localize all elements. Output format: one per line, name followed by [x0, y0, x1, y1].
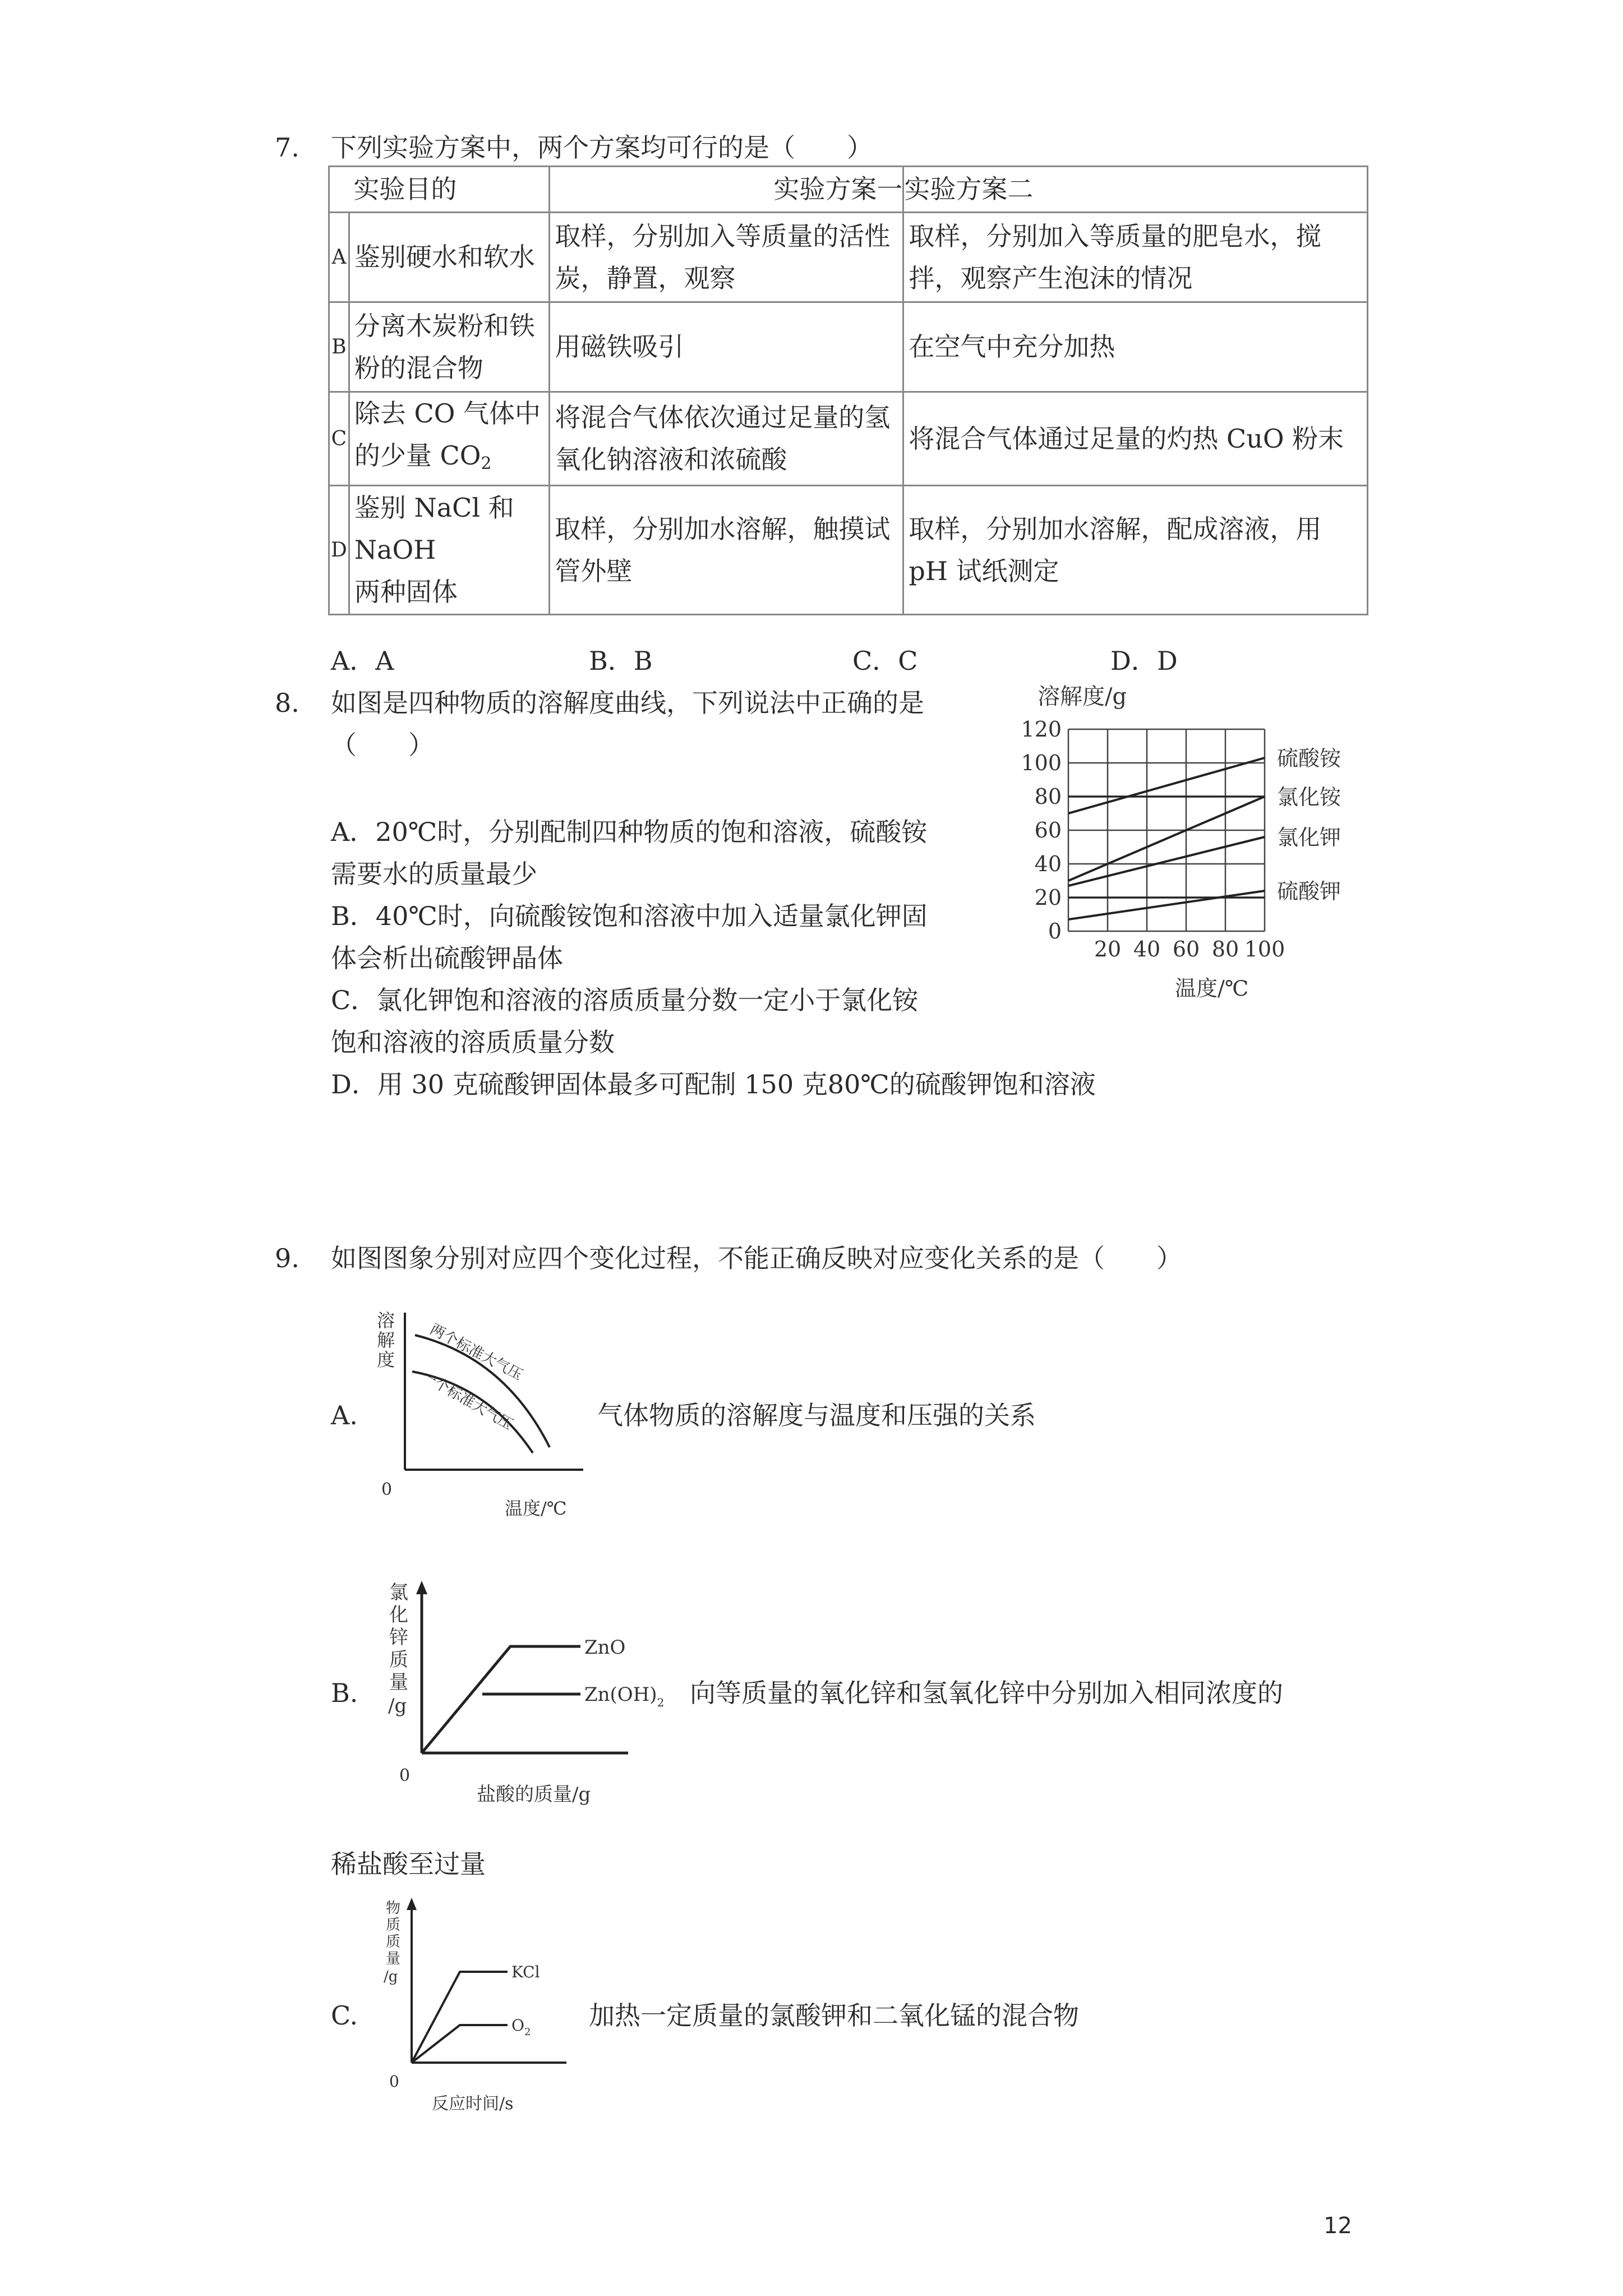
q7-option-a: A．A — [331, 646, 394, 676]
q8-stem-line2: （ ） — [331, 730, 434, 760]
q8-option-d-line1: D．用 30 克硫酸钾固体最多可配制 150 克80℃的硫酸钾饱和溶液 — [331, 1069, 1096, 1099]
q9b-ylabel-char: /g — [388, 1695, 407, 1717]
q9-stem: 如图图象分别对应四个变化过程，不能正确反映对应变化关系的是（ ） — [331, 1243, 1182, 1273]
q7-table — [328, 165, 1368, 615]
x-tick-label: 40 — [1133, 937, 1161, 961]
q8-number: 8. — [275, 688, 299, 718]
q9b-graph — [381, 1565, 684, 1818]
y-tick-label: 60 — [1034, 818, 1062, 843]
q9c-ylabel-char: 质 — [386, 1917, 401, 1934]
series-label: 硫酸钾 — [1277, 879, 1341, 904]
q9c-ylabel-char: 物 — [386, 1900, 401, 1917]
y-tick-label: 40 — [1034, 852, 1062, 876]
q9a-text: 气体物质的溶解度与温度和压强的关系 — [597, 1400, 1036, 1430]
q9b-ylabel-char: 氯 — [389, 1581, 408, 1604]
series-line — [1068, 837, 1265, 886]
q9a-ylabel-char: 溶 — [377, 1310, 395, 1331]
table-header-row — [329, 167, 1368, 213]
y-tick-label: 0 — [1048, 919, 1062, 944]
row-goal-line1: 鉴别 NaCl 和 — [354, 493, 514, 523]
row-plan2: 将混合气体通过足量的灼热 CuO 粉末 — [903, 392, 1368, 486]
q7-option-c: C．C — [852, 646, 918, 676]
x-tick-label: 60 — [1172, 937, 1200, 961]
q8-option-a-line2: 需要水的质量最少 — [331, 859, 537, 889]
chart-ylabel: 溶解度/g — [1038, 684, 1127, 710]
q9c-line-o2 — [412, 2025, 508, 2063]
row-goal: 鉴别硬水和软水 — [349, 213, 550, 302]
series-line — [1068, 758, 1265, 813]
q9a-ylabel-char: 度 — [377, 1349, 395, 1370]
y-tick-label: 80 — [1034, 784, 1062, 809]
chart-xlabel: 温度/℃ — [1175, 976, 1249, 1001]
row-plan2: 在空气中充分加热 — [903, 302, 1368, 392]
q8-solubility-chart — [1021, 679, 1424, 1004]
q9a-ylabel — [377, 1310, 395, 1370]
chart-xticks — [1094, 937, 1285, 961]
q9b-y-arrow — [416, 1581, 427, 1594]
q9c-y-arrow — [407, 1898, 417, 1910]
row-letter: D — [329, 486, 349, 615]
series-label: 氯化钾 — [1277, 825, 1341, 850]
q9b-line2-label — [584, 1683, 664, 1709]
q9c-line2-text: O — [511, 2016, 524, 2035]
table-row — [329, 486, 1368, 615]
q8-stem-line1: 如图是四种物质的溶解度曲线，下列说法中正确的是 — [331, 688, 924, 718]
q8-option-b-line2: 体会析出硫酸钾晶体 — [331, 943, 563, 973]
q9c-ylabel-char: 质 — [386, 1934, 401, 1950]
row-letter: C — [329, 392, 349, 486]
q8-option-c-line2: 饱和溶液的溶质质量分数 — [331, 1027, 615, 1057]
chart-legend-labels — [1277, 746, 1341, 904]
table-row — [329, 392, 1368, 486]
q9c-line2-label — [511, 2016, 531, 2038]
q9a-ylabel-char: 解 — [377, 1329, 395, 1351]
x-tick-label: 100 — [1244, 937, 1285, 961]
chart-grid — [1068, 729, 1265, 931]
row-plan2: 取样，分别加水溶解，配成溶液，用 pH 试纸测定 — [903, 486, 1368, 615]
q9c-label: C. — [331, 2000, 358, 2031]
q9a-label: A. — [331, 1400, 358, 1430]
q9c-graph — [381, 1893, 589, 2118]
q9c-xlabel: 反应时间/s — [432, 2094, 514, 2114]
header-plan2: 实验方案二 — [903, 167, 1368, 213]
q9b-xlabel: 盐酸的质量/g — [477, 1783, 591, 1806]
q9b-ylabel-char: 锌 — [389, 1626, 408, 1649]
row-goal-subscript: 2 — [481, 454, 492, 473]
q9-number: 9. — [275, 1243, 299, 1273]
row-plan1: 用磁铁吸引 — [550, 302, 903, 392]
q9a-curve2-label: 一个标准大气压 — [418, 1368, 516, 1434]
row-plan1: 取样，分别加入等质量的活性炭，静置，观察 — [550, 213, 903, 302]
q9c-text: 加热一定质量的氯酸钾和二氧化锰的混合物 — [589, 2000, 1079, 2031]
q7-option-b: B．B — [589, 646, 653, 676]
q9c-line1-label: KCl — [511, 1963, 540, 1981]
q9b-ylabel-char: 质 — [389, 1649, 408, 1671]
q9b-ylabel-char: 化 — [389, 1604, 408, 1626]
q9c-line2-subscript: 2 — [524, 2026, 531, 2038]
q9c-line-kcl — [412, 1972, 508, 2063]
q9c-ylabel-char: 量 — [386, 1950, 401, 1967]
row-goal — [349, 392, 550, 486]
row-goal-line3: 两种固体 — [354, 577, 458, 607]
q9b-line2-text: Zn(OH) — [584, 1683, 657, 1706]
q7-number: 7. — [275, 132, 299, 163]
q8-option-a-line1: A．20℃时，分别配制四种物质的饱和溶液，硫酸铵 — [331, 817, 928, 847]
row-plan1: 取样，分别加水溶解，触摸试管外壁 — [550, 486, 903, 615]
q9c-origin: 0 — [389, 2072, 399, 2091]
chart-series — [1068, 758, 1265, 919]
row-goal-text: 除去 CO 气体中的少量 CO — [354, 398, 541, 471]
q7-stem: 下列实验方案中，两个方案均可行的是（ ） — [331, 132, 873, 163]
q9b-text-line2: 稀盐酸至过量 — [331, 1849, 486, 1879]
row-letter: B — [329, 302, 349, 392]
q9b-line1-label: ZnO — [584, 1636, 626, 1659]
header-goal: 实验目的 — [349, 167, 550, 213]
row-letter: A — [329, 213, 349, 302]
x-tick-label: 20 — [1094, 937, 1122, 961]
row-plan1: 将混合气体依次通过足量的氢氧化钠溶液和浓硫酸 — [550, 392, 903, 486]
q8-option-b-line1: B．40℃时，向硫酸铵饱和溶液中加入适量氯化钾固 — [331, 901, 928, 931]
series-line — [1068, 891, 1265, 919]
q9b-text: 向等质量的氧化锌和氢氧化锌中分别加入相同浓度的 — [690, 1678, 1283, 1708]
q9a-origin: 0 — [381, 1480, 393, 1499]
row-plan2: 取样，分别加入等质量的肥皂水，搅拌，观察产生泡沫的情况 — [903, 213, 1368, 302]
y-tick-label: 120 — [1021, 717, 1062, 742]
q8-option-c-line1: C．氯化钾饱和溶液的溶质质量分数一定小于氯化铵 — [331, 985, 919, 1015]
q9a-graph — [365, 1301, 594, 1520]
row-goal: 分离木炭粉和铁粉的混合物 — [349, 302, 550, 392]
header-plan1: 实验方案一 — [550, 167, 903, 213]
q9a-xlabel: 温度/℃ — [505, 1498, 567, 1519]
q9b-ylabel-char: 量 — [389, 1671, 408, 1694]
row-goal — [349, 486, 550, 615]
series-line — [1068, 797, 1265, 881]
q9c-ylabel — [384, 1900, 400, 1985]
q9b-ylabel — [388, 1581, 408, 1717]
q9a-curve1-label: 两个标准大气压 — [427, 1320, 525, 1384]
q9b-line-zno — [422, 1646, 580, 1753]
table-row — [329, 302, 1368, 392]
series-label: 硫酸铵 — [1277, 746, 1341, 771]
table-row — [329, 213, 1368, 302]
page-number: 12 — [1324, 2213, 1352, 2239]
chart-yticks — [1021, 717, 1062, 944]
x-tick-label: 80 — [1211, 937, 1239, 961]
q9b-origin: 0 — [399, 1766, 411, 1786]
y-tick-label: 20 — [1034, 885, 1062, 910]
row-goal-line2: NaOH — [354, 535, 436, 565]
y-tick-label: 100 — [1021, 751, 1062, 775]
q9b-label: B. — [331, 1678, 358, 1708]
q7-option-d: D．D — [1110, 646, 1178, 676]
q9b-line2-subscript: 2 — [657, 1696, 665, 1709]
q9c-ylabel-char: /g — [384, 1968, 398, 1985]
series-label: 氯化铵 — [1277, 785, 1341, 809]
